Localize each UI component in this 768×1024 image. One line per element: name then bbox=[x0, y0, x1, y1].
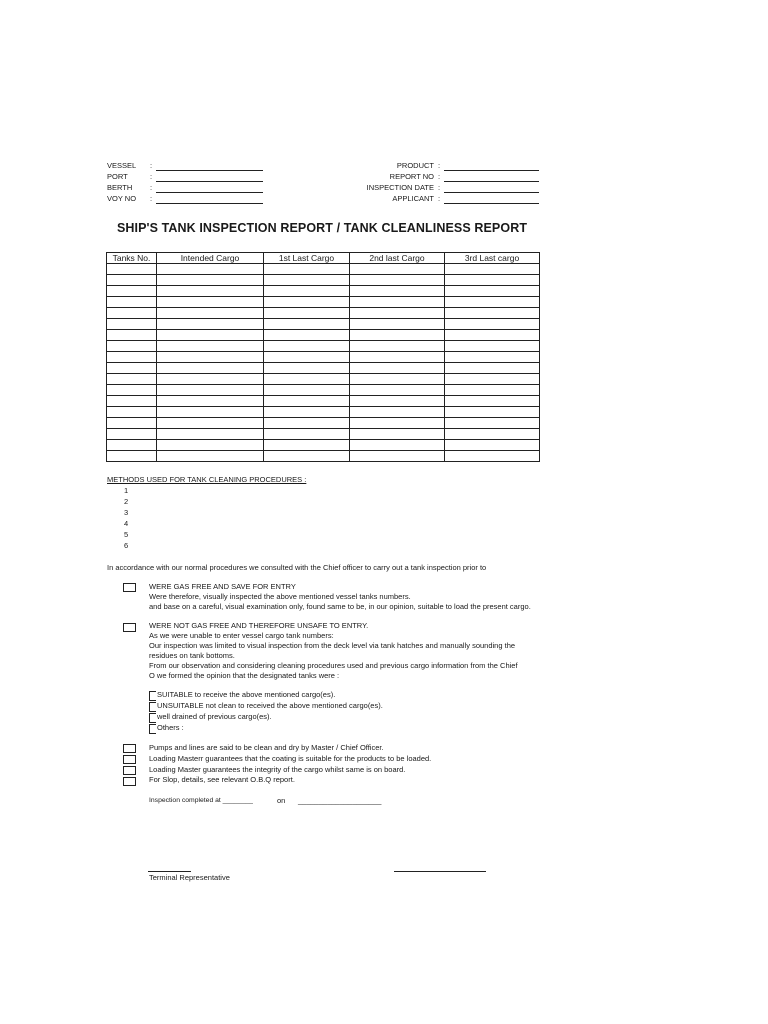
table-cell[interactable] bbox=[157, 363, 264, 374]
method-number-1: 1 bbox=[124, 486, 129, 495]
table-cell[interactable] bbox=[350, 264, 445, 275]
intro-text: In accordance with our normal procedures we consulted with the Chief officer to carry out a tank inspection prior to bbox=[107, 563, 487, 572]
table-cell[interactable] bbox=[264, 297, 350, 308]
table-cell[interactable] bbox=[264, 396, 350, 407]
table-row bbox=[107, 352, 540, 363]
not-gas-free-line-4: From our observation and considering cleaning procedures used and previous cargo information from the Chief bbox=[149, 661, 518, 670]
inspection-date-field[interactable] bbox=[444, 184, 539, 193]
method-number-3: 3 bbox=[124, 508, 129, 517]
table-cell[interactable] bbox=[157, 385, 264, 396]
table-row bbox=[107, 396, 540, 407]
completion-date-field[interactable]: ____________________ bbox=[298, 796, 382, 805]
table-cell[interactable] bbox=[445, 363, 540, 374]
applicant-colon: : bbox=[437, 194, 441, 203]
table-row bbox=[107, 385, 540, 396]
not-gas-free-title: WERE NOT GAS FREE AND THEREFORE UNSAFE TO ENTRY. bbox=[149, 621, 369, 630]
table-cell[interactable] bbox=[264, 363, 350, 374]
table-cell[interactable] bbox=[350, 374, 445, 385]
table-cell[interactable] bbox=[157, 341, 264, 352]
vessel-field[interactable] bbox=[156, 162, 263, 171]
well-drained-label: well drained of previous cargo(es). bbox=[157, 712, 272, 721]
table-cell[interactable] bbox=[445, 429, 540, 440]
table-cell[interactable] bbox=[264, 319, 350, 330]
table-cell[interactable] bbox=[445, 330, 540, 341]
table-cell[interactable] bbox=[264, 385, 350, 396]
tank-table bbox=[106, 252, 540, 462]
table-row bbox=[107, 297, 540, 308]
table-cell[interactable] bbox=[264, 440, 350, 451]
table-cell[interactable] bbox=[157, 319, 264, 330]
not-gas-free-line-5: O we formed the opinion that the designated tanks were : bbox=[149, 671, 340, 680]
berth-colon: : bbox=[149, 183, 153, 192]
table-cell[interactable] bbox=[445, 451, 540, 462]
table-cell[interactable] bbox=[445, 385, 540, 396]
table-cell[interactable] bbox=[157, 407, 264, 418]
coating-label: Loading Masterr guarantees that the coating is suitable for the products to be loaded. bbox=[149, 754, 432, 763]
table-row bbox=[107, 429, 540, 440]
second-signature-line[interactable] bbox=[394, 871, 486, 872]
col-1st-last-cargo: 1st Last Cargo bbox=[264, 253, 350, 264]
method-number-2: 2 bbox=[124, 497, 129, 506]
table-cell[interactable] bbox=[107, 352, 157, 363]
port-label: PORT bbox=[107, 172, 128, 181]
table-cell[interactable] bbox=[350, 418, 445, 429]
table-row bbox=[107, 374, 540, 385]
not-gas-free-line-2: Our inspection was limited to visual inspection from the deck level via tank hatches and manually sounding the bbox=[149, 641, 516, 650]
col-tanks-no: Tanks No. bbox=[107, 253, 157, 264]
table-cell[interactable] bbox=[445, 440, 540, 451]
others-checkbox[interactable] bbox=[149, 724, 156, 734]
table-cell[interactable] bbox=[350, 451, 445, 462]
suitable-checkbox[interactable] bbox=[149, 691, 156, 701]
col-intended-cargo: Intended Cargo bbox=[157, 253, 264, 264]
vessel-colon: : bbox=[149, 161, 153, 170]
integrity-checkbox[interactable] bbox=[123, 766, 136, 775]
table-cell[interactable] bbox=[264, 418, 350, 429]
table-row bbox=[107, 440, 540, 451]
slop-label: For Slop, details, see relevant O.B.Q report. bbox=[149, 775, 295, 784]
table-row bbox=[107, 418, 540, 429]
table-cell[interactable] bbox=[107, 286, 157, 297]
table-cell[interactable] bbox=[107, 440, 157, 451]
table-row bbox=[107, 407, 540, 418]
table-cell[interactable] bbox=[107, 429, 157, 440]
table-cell[interactable] bbox=[264, 264, 350, 275]
table-cell[interactable] bbox=[157, 297, 264, 308]
table-cell[interactable] bbox=[350, 297, 445, 308]
table-row bbox=[107, 264, 540, 275]
inspection-date-colon: : bbox=[437, 183, 441, 192]
table-cell[interactable] bbox=[264, 407, 350, 418]
table-cell[interactable] bbox=[264, 286, 350, 297]
table-cell[interactable] bbox=[350, 396, 445, 407]
table-row bbox=[107, 275, 540, 286]
method-number-5: 5 bbox=[124, 530, 129, 539]
table-cell[interactable] bbox=[350, 440, 445, 451]
table-cell[interactable] bbox=[445, 407, 540, 418]
applicant-field[interactable] bbox=[444, 195, 539, 204]
table-cell[interactable] bbox=[107, 374, 157, 385]
table-cell[interactable] bbox=[107, 330, 157, 341]
gas-free-checkbox[interactable] bbox=[123, 583, 136, 592]
table-row bbox=[107, 341, 540, 352]
table-cell[interactable] bbox=[445, 264, 540, 275]
table-cell[interactable] bbox=[264, 352, 350, 363]
table-cell[interactable] bbox=[445, 297, 540, 308]
table-cell[interactable] bbox=[107, 396, 157, 407]
gas-free-line-2: and base on a careful, visual examination only, found same to be, in our opinion, suitable to load the present cargo. bbox=[149, 602, 531, 611]
table-cell[interactable] bbox=[350, 308, 445, 319]
table-cell[interactable] bbox=[445, 418, 540, 429]
table-cell[interactable] bbox=[350, 286, 445, 297]
tank-table-header-row bbox=[107, 253, 540, 264]
table-cell[interactable] bbox=[157, 440, 264, 451]
completion-on-label: on bbox=[277, 796, 286, 805]
table-cell[interactable] bbox=[157, 451, 264, 462]
table-cell[interactable] bbox=[445, 286, 540, 297]
table-cell[interactable] bbox=[264, 330, 350, 341]
table-cell[interactable] bbox=[107, 319, 157, 330]
table-cell[interactable] bbox=[445, 396, 540, 407]
table-row bbox=[107, 308, 540, 319]
others-label: Others : bbox=[157, 723, 184, 732]
table-cell[interactable] bbox=[350, 352, 445, 363]
table-row bbox=[107, 330, 540, 341]
method-number-6: 6 bbox=[124, 541, 129, 550]
table-cell[interactable] bbox=[264, 341, 350, 352]
table-row bbox=[107, 319, 540, 330]
table-cell[interactable] bbox=[107, 264, 157, 275]
table-cell[interactable] bbox=[445, 341, 540, 352]
table-cell[interactable] bbox=[350, 341, 445, 352]
pumps-lines-label: Pumps and lines are said to be clean and dry by Master / Chief Officer. bbox=[149, 743, 384, 752]
table-cell[interactable] bbox=[157, 418, 264, 429]
table-cell[interactable] bbox=[350, 330, 445, 341]
table-cell[interactable] bbox=[350, 407, 445, 418]
table-cell[interactable] bbox=[350, 363, 445, 374]
table-cell[interactable] bbox=[107, 385, 157, 396]
table-row bbox=[107, 286, 540, 297]
table-cell[interactable] bbox=[157, 330, 264, 341]
method-number-4: 4 bbox=[124, 519, 129, 528]
table-cell[interactable] bbox=[445, 308, 540, 319]
table-cell[interactable] bbox=[264, 451, 350, 462]
table-cell[interactable] bbox=[264, 429, 350, 440]
report-no-field[interactable] bbox=[444, 173, 539, 182]
table-row bbox=[107, 363, 540, 374]
coating-checkbox[interactable] bbox=[123, 755, 136, 764]
table-cell[interactable] bbox=[157, 264, 264, 275]
suitable-label: SUITABLE to receive the above mentioned cargo(es). bbox=[157, 690, 336, 699]
table-cell[interactable] bbox=[350, 429, 445, 440]
table-cell[interactable] bbox=[157, 374, 264, 385]
terminal-representative-label: Terminal Representative bbox=[149, 873, 230, 882]
port-field[interactable] bbox=[156, 173, 263, 182]
product-label: PRODUCT bbox=[396, 161, 434, 170]
inspection-date-label: INSPECTION DATE bbox=[366, 183, 434, 192]
report-title: SHIP'S TANK INSPECTION REPORT / TANK CLEANLINESS REPORT bbox=[116, 221, 528, 235]
methods-heading: METHODS USED FOR TANK CLEANING PROCEDURES : bbox=[107, 475, 307, 484]
col-2nd-last-cargo: 2nd last Cargo bbox=[350, 253, 445, 264]
berth-label: BERTH bbox=[107, 183, 133, 192]
not-gas-free-checkbox[interactable] bbox=[123, 623, 136, 632]
col-3rd-last-cargo: 3rd Last cargo bbox=[445, 253, 540, 264]
applicant-label: APPLICANT bbox=[392, 194, 434, 203]
report-no-colon: : bbox=[437, 172, 441, 181]
product-field[interactable] bbox=[444, 162, 539, 171]
table-cell[interactable] bbox=[445, 374, 540, 385]
table-cell[interactable] bbox=[350, 319, 445, 330]
port-colon: : bbox=[149, 172, 153, 181]
table-cell[interactable] bbox=[445, 275, 540, 286]
product-colon: : bbox=[437, 161, 441, 170]
table-cell[interactable] bbox=[350, 385, 445, 396]
gas-free-line-1: Were therefore, visually inspected the above mentioned vessel tanks numbers. bbox=[149, 592, 411, 601]
table-cell[interactable] bbox=[107, 275, 157, 286]
table-cell[interactable] bbox=[157, 308, 264, 319]
table-cell[interactable] bbox=[157, 286, 264, 297]
slop-checkbox[interactable] bbox=[123, 777, 136, 786]
table-cell[interactable] bbox=[264, 308, 350, 319]
table-cell[interactable] bbox=[350, 275, 445, 286]
gas-free-title: WERE GAS FREE AND SAVE FOR ENTRY bbox=[149, 582, 296, 591]
voy-no-label: VOY NO bbox=[107, 194, 137, 203]
voy-no-colon: : bbox=[149, 194, 153, 203]
table-cell[interactable] bbox=[107, 363, 157, 374]
report-no-label: REPORT NO bbox=[389, 172, 434, 181]
unsuitable-checkbox[interactable] bbox=[149, 702, 156, 712]
table-cell[interactable] bbox=[157, 429, 264, 440]
vessel-label: VESSEL bbox=[107, 161, 137, 170]
terminal-signature-line[interactable] bbox=[148, 871, 191, 872]
table-cell[interactable] bbox=[264, 275, 350, 286]
table-cell[interactable] bbox=[157, 396, 264, 407]
table-cell[interactable] bbox=[157, 352, 264, 363]
table-cell[interactable] bbox=[107, 341, 157, 352]
completion-label: Inspection completed at ________ bbox=[149, 797, 253, 804]
table-cell[interactable] bbox=[445, 319, 540, 330]
table-cell[interactable] bbox=[264, 374, 350, 385]
integrity-label: Loading Master guarantees the integrity of the cargo whilst same is on board. bbox=[149, 765, 406, 774]
unsuitable-label: UNSUITABLE not clean to received the above mentioned cargo(es). bbox=[157, 701, 383, 710]
table-cell[interactable] bbox=[445, 352, 540, 363]
table-cell[interactable] bbox=[107, 451, 157, 462]
table-cell[interactable] bbox=[107, 297, 157, 308]
table-cell[interactable] bbox=[107, 308, 157, 319]
voy-no-field[interactable] bbox=[156, 195, 263, 204]
not-gas-free-line-3: residues on tank bottoms. bbox=[149, 651, 235, 660]
table-row bbox=[107, 451, 540, 462]
table-cell[interactable] bbox=[107, 407, 157, 418]
table-cell[interactable] bbox=[157, 275, 264, 286]
not-gas-free-line-1: As we were unable to enter vessel cargo tank numbers: bbox=[149, 631, 334, 640]
berth-field[interactable] bbox=[156, 184, 263, 193]
pumps-lines-checkbox[interactable] bbox=[123, 744, 136, 753]
well-drained-checkbox[interactable] bbox=[149, 713, 156, 723]
table-cell[interactable] bbox=[107, 418, 157, 429]
